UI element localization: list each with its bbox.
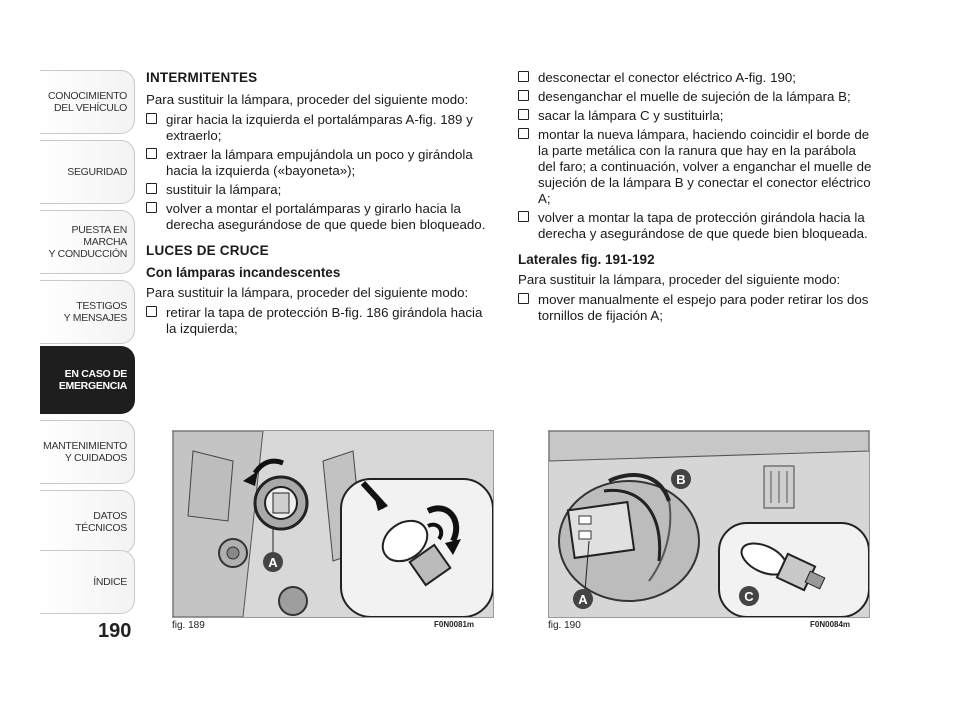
section-title-luces-de-cruce: LUCES DE CRUCE [146,243,269,258]
tab-indice[interactable]: ÍNDICE [40,550,135,614]
list-item: sustituir la lámpara; [146,182,496,198]
list-item: retirar la tapa de protección B-fig. 186 girándola hacia la izquierda; [146,305,496,337]
right-column [518,70,872,334]
checkbox-bullet-icon [518,211,529,222]
checkbox-bullet-icon [518,293,529,304]
tab-emergencia[interactable]: EN CASO DE EMERGENCIA [40,346,135,414]
headlight-bulb-illustration [549,431,869,617]
list-item: sacar la lámpara C y sustituirla; [518,108,872,124]
list-item: desconectar el conector eléctrico A-fig. 190; [518,70,872,86]
label-b-marker [671,469,691,489]
steps-list [146,112,496,233]
tab-seguridad[interactable]: SEGURIDAD [40,140,135,204]
svg-text:C: C [744,589,754,604]
intro-text: Para sustituir la lámpara, proceder del siguiente modo: [146,285,469,300]
list-item: girar hacia la izquierda el portalámparas A-fig. 189 y extraerlo; [146,112,496,144]
steps-list [518,292,872,324]
checkbox-bullet-icon [518,71,529,82]
steps-list [146,305,496,337]
intro-text: Para sustituir la lámpara, proceder del siguiente modo: [518,272,841,287]
checkbox-bullet-icon [518,90,529,101]
list-item: montar la nueva lámpara, haciendo coincidir el borde de la parte metálica con la ranura que hay en la parábola del faro; a continuación, volver a enganchar el muelle de sujeción de la lámpara B y conectar el conector eléctrico A; [518,127,872,207]
page-number: 190 [98,620,132,642]
tab-mantenimiento[interactable]: MANTENIMIENTO Y CUIDADOS [40,420,135,484]
checkbox-bullet-icon [146,202,157,213]
label-c-marker [739,586,759,606]
checkbox-bullet-icon [146,306,157,317]
list-item: mover manualmente el espejo para poder retirar los dos tornillos de fijación A; [518,292,872,324]
subsection-title: Con lámparas incandescentes [146,265,341,280]
list-item: desenganchar el muelle de sujeción de la lámpara B; [518,89,872,105]
svg-text:A: A [268,555,278,570]
figure-189-illustration [172,430,494,618]
figure-caption: fig. 189 [172,620,205,631]
checkbox-bullet-icon [518,109,529,120]
subsection-title: Laterales fig. 191-192 [518,252,655,267]
checkbox-bullet-icon [518,128,529,139]
svg-text:A: A [578,592,588,607]
list-item: extraer la lámpara empujándola un poco y girándola hacia la izquierda («bayoneta»); [146,147,496,179]
checkbox-bullet-icon [146,148,157,159]
left-column [146,70,496,347]
figure-code: F0N0081m [434,620,475,629]
checkbox-bullet-icon [146,183,157,194]
headlight-rear-illustration [173,431,493,617]
section-title-intermitentes: INTERMITENTES [146,70,258,85]
figure-190-illustration [548,430,870,618]
list-item: volver a montar el portalámparas y girarlo hacia la derecha asegurándose de que quede bien bloqueado. [146,201,496,233]
figure-code: F0N0084m [810,620,851,629]
checkbox-bullet-icon [146,113,157,124]
tab-testigos[interactable]: TESTIGOS Y MENSAJES [40,280,135,344]
tab-datos-tecnicos[interactable]: DATOS TÉCNICOS [40,490,135,554]
figure-caption: fig. 190 [548,620,581,631]
steps-list [518,70,872,242]
intro-text: Para sustituir la lámpara, proceder del siguiente modo: [146,92,469,107]
svg-text:B: B [676,472,686,487]
tab-puesta-en-marcha[interactable]: PUESTA EN MARCHA Y CONDUCCIÓN [40,210,135,274]
list-item: volver a montar la tapa de protección girándola hacia la derecha y asegurándose de que quede bien bloqueada. [518,210,872,242]
tab-conocimiento[interactable]: CONOCIMIENTO DEL VEHÍCULO [40,70,135,134]
